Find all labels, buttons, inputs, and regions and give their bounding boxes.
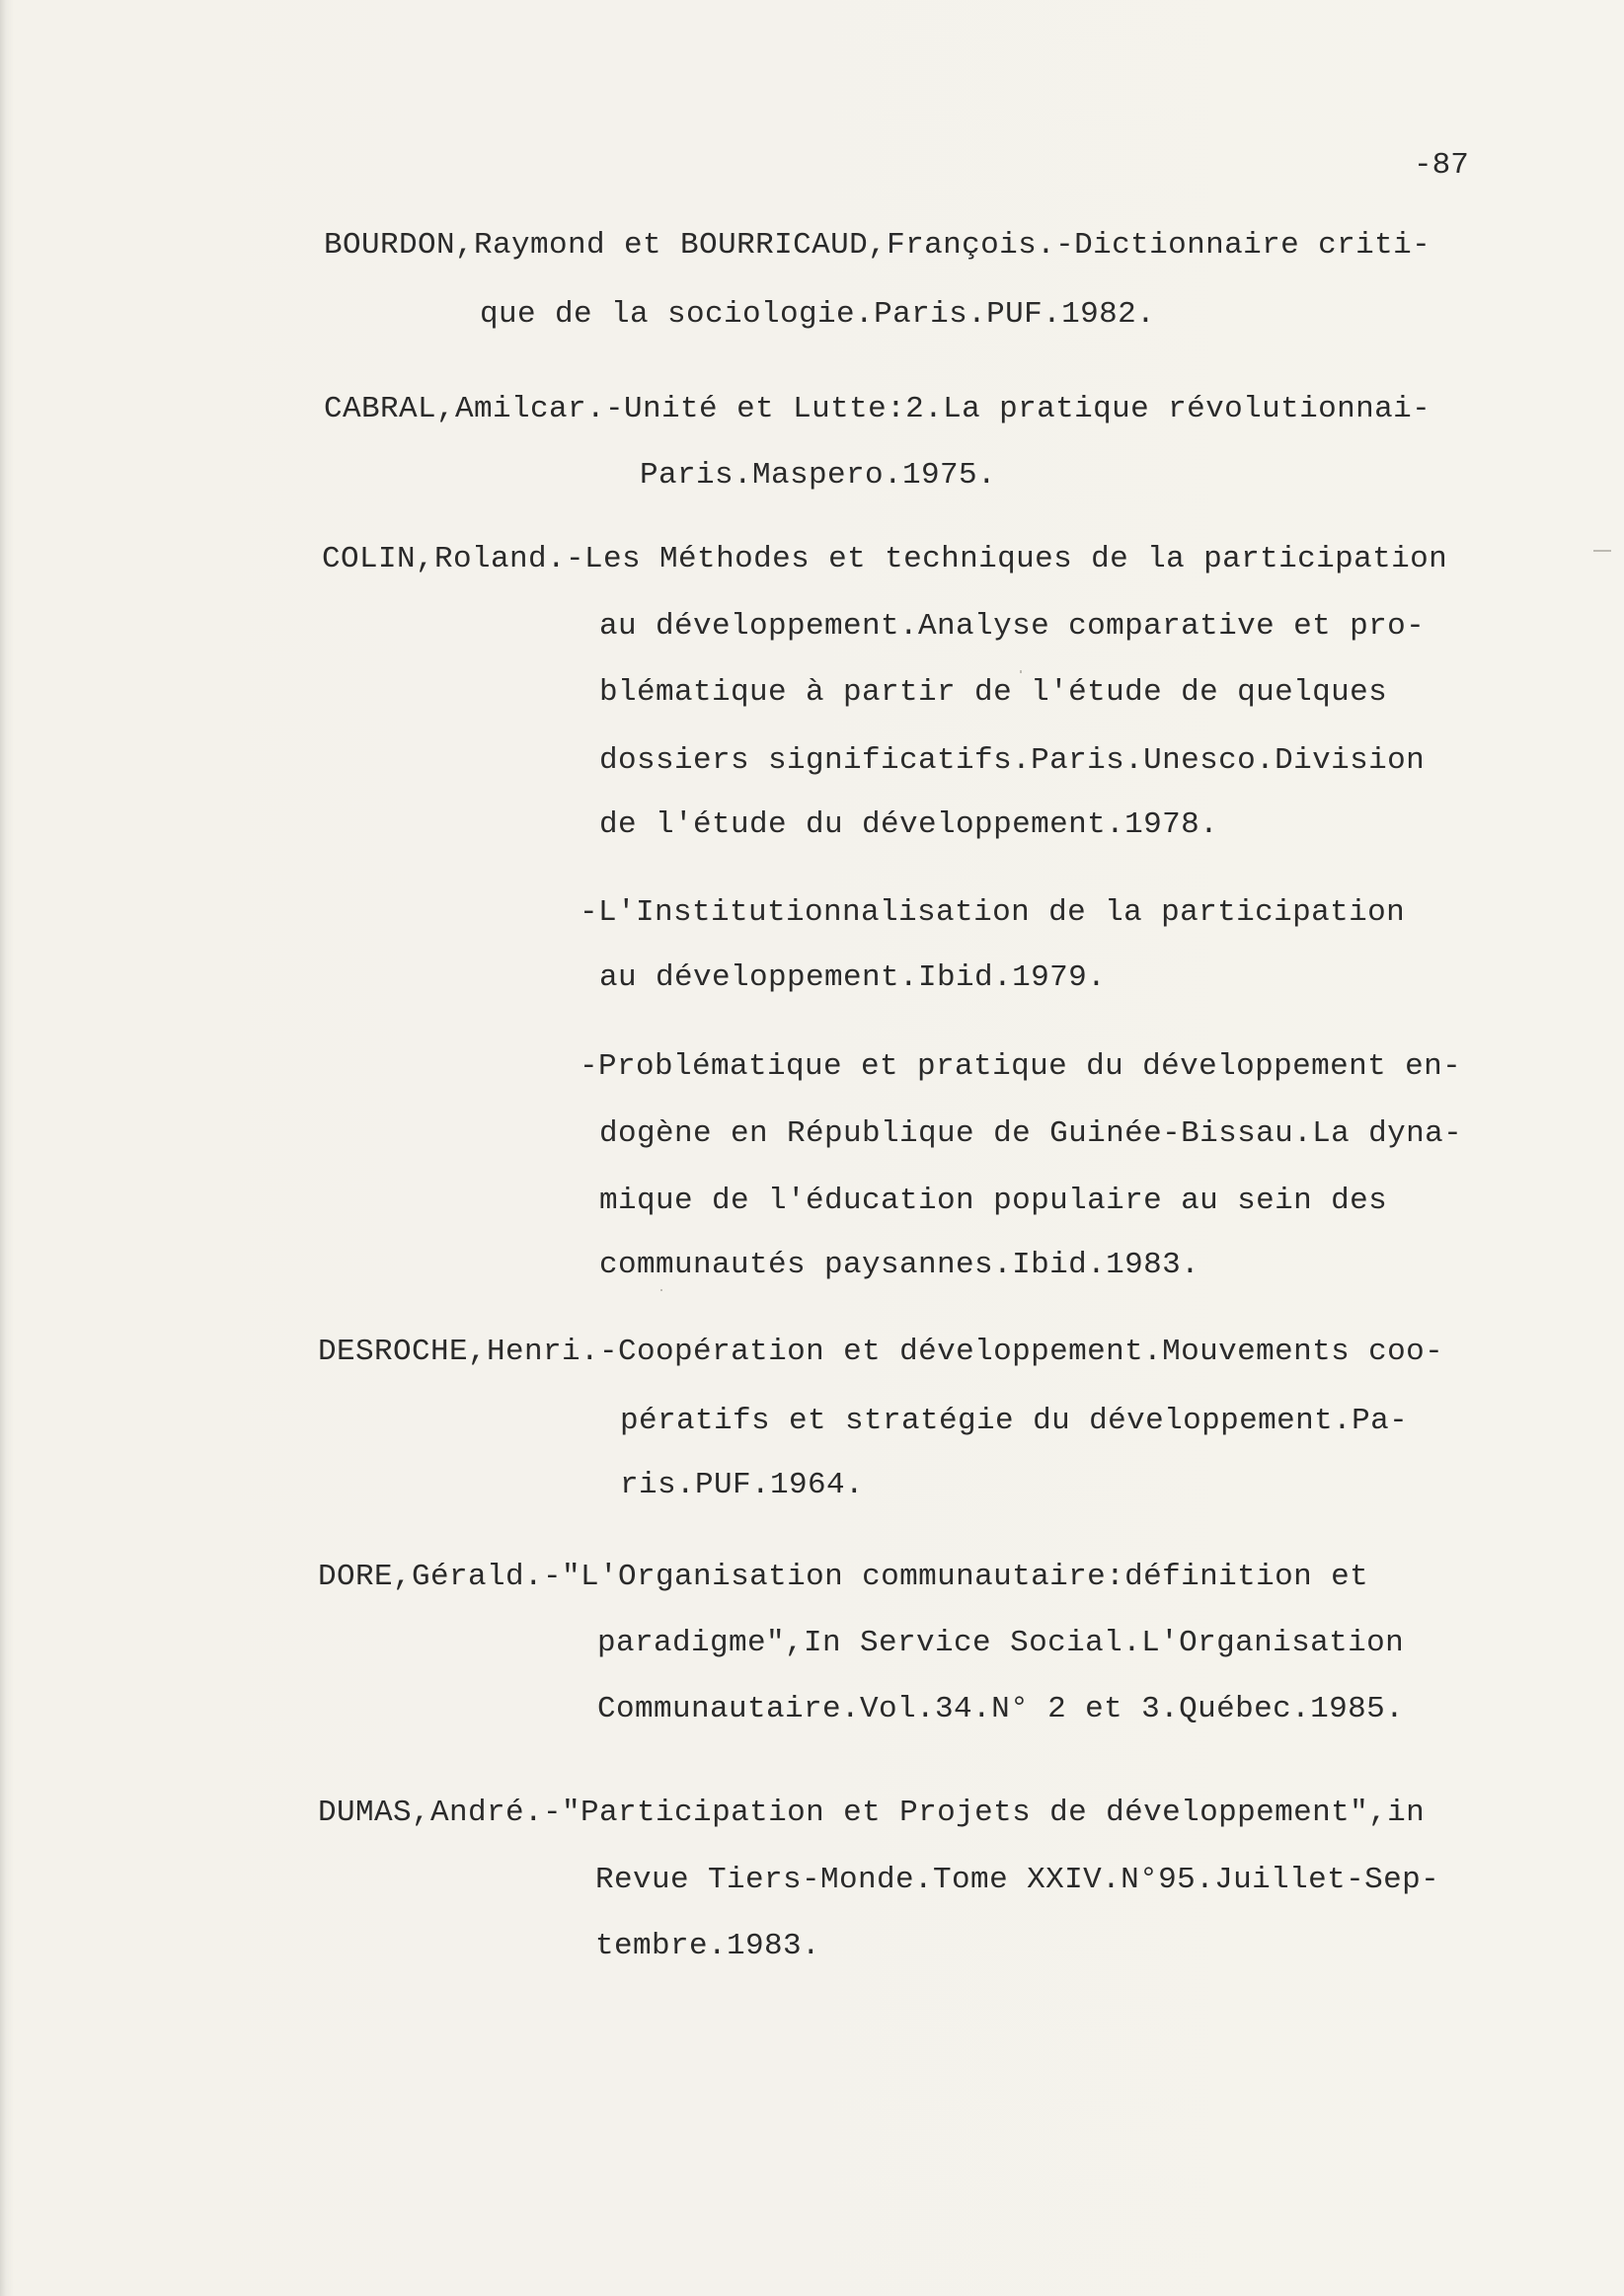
bibliography-entry-cabral-line-1: CABRAL,Amilcar.-Unité et Lutte:2.La pratique révolutionnai- (324, 392, 1431, 426)
bibliography-entry-bourdon-line-1: BOURDON,Raymond et BOURRICAUD,François.-Dictionnaire criti- (324, 228, 1431, 263)
bibliography-entry-colin-line-5: de l'étude du développement.1978. (599, 807, 1219, 842)
bibliography-entry-colin-line-7: au développement.Ibid.1979. (599, 960, 1107, 995)
bibliography-entry-cabral-line-2: Paris.Maspero.1975. (640, 458, 997, 493)
bibliography-entry-dore-line-2: paradigme",In Service Social.L'Organisation (597, 1626, 1405, 1660)
bibliography-entry-colin-line-9: dogène en République de Guinée-Bissau.La dyna- (599, 1116, 1463, 1151)
bibliography-entry-dumas-line-2: Revue Tiers-Monde.Tome XXIV.N°95.Juillet-Sep- (595, 1863, 1440, 1897)
bibliography-entry-dumas-line-1: DUMAS,André.-"Participation et Projets de développement",in (318, 1796, 1426, 1830)
bibliography-entry-desroche-line-1: DESROCHE,Henri.-Coopération et développement.Mouvements coo- (318, 1335, 1444, 1369)
bibliography-entry-bourdon-line-2: que de la sociologie.Paris.PUF.1982. (480, 297, 1156, 332)
bibliography-entry-colin-line-11: communautés paysannes.Ibid.1983. (599, 1248, 1200, 1282)
bibliography-entry-colin-line-10: mique de l'éducation populaire au sein des (599, 1184, 1388, 1218)
page-number: -87 (1414, 148, 1469, 183)
bibliography-entry-colin-line-4: dossiers significatifs.Paris.Unesco.Division (599, 743, 1426, 778)
bibliography-entry-colin-line-1: COLIN,Roland.-Les Méthodes et techniques de la participation (322, 542, 1448, 576)
bibliography-entry-dore-line-3: Communautaire.Vol.34.N° 2 et 3.Québec.1985. (597, 1692, 1405, 1726)
bibliography-entry-colin-line-6: -L'Institutionnalisation de la participation (580, 895, 1406, 930)
scan-dot (660, 1289, 662, 1291)
bibliography-entry-colin-line-2: au développement.Analyse comparative et pro- (599, 609, 1426, 644)
bibliography-entry-desroche-line-3: ris.PUF.1964. (620, 1468, 865, 1502)
scan-mark (1593, 550, 1611, 552)
bibliography-entry-colin-line-3: blématique à partir de l'étude de quelques (599, 675, 1388, 710)
bibliography-entry-colin-line-8: -Problématique et pratique du développement en- (580, 1049, 1462, 1084)
bibliography-entry-desroche-line-2: pératifs et stratégie du développement.Pa- (620, 1404, 1409, 1438)
bibliography-entry-dumas-line-3: tembre.1983. (595, 1929, 821, 1963)
scan-dot (1020, 670, 1022, 673)
bibliography-entry-dore-line-1: DORE,Gérald.-"L'Organisation communautaire:définition et (318, 1560, 1369, 1594)
